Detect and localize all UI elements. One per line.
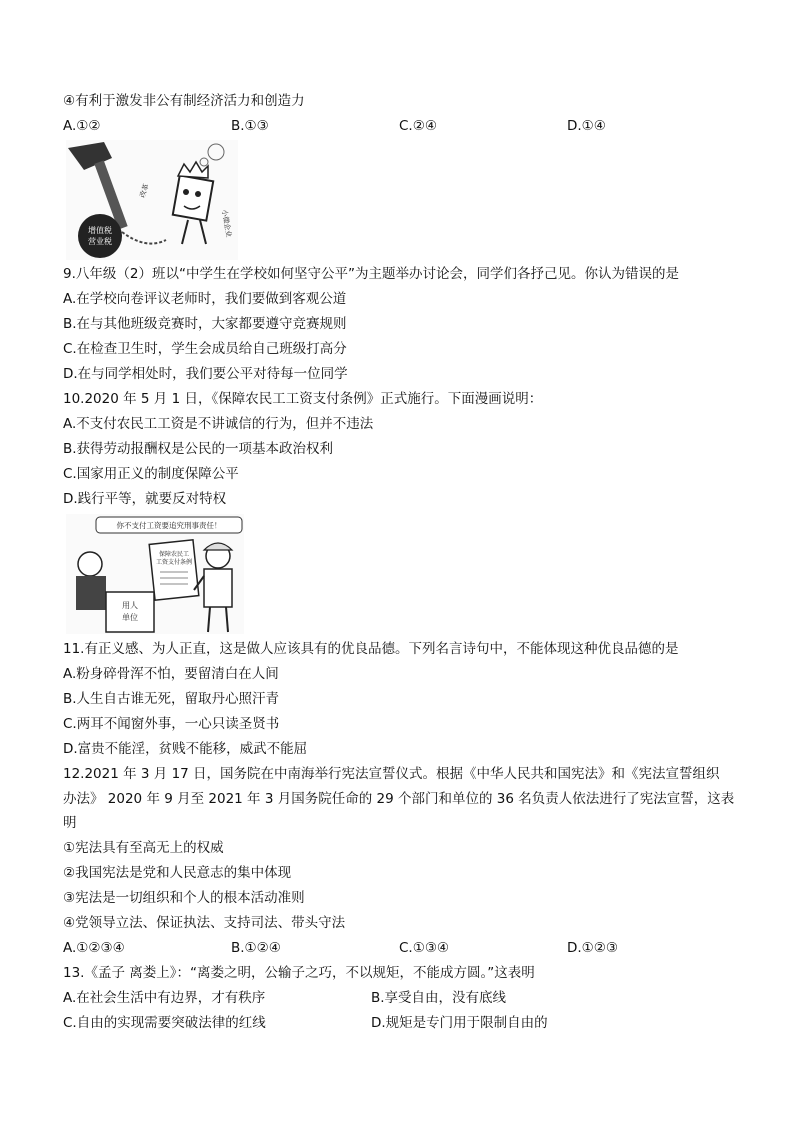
q12-item-2: ②我国宪法是党和人民意志的集中体现	[63, 865, 292, 881]
tax-reform-cartoon	[66, 140, 238, 260]
label-reform: 改革	[138, 182, 151, 199]
q9-option-d: D.在与同学相处时，我们要公平对待每一位同学	[63, 366, 348, 382]
q12-stem-line1: 12.2021 年 3 月 17 日，国务院在中南海举行宪法宣誓仪式。根据《中华人民共和国宪法》和《宪法宣誓组织	[63, 766, 720, 782]
q11-option-d: D.富贵不能淫，贫贱不能移，威武不能屈	[63, 741, 308, 757]
regulation-document	[149, 540, 199, 600]
q9-stem: 9.八年级（2）班以“中学生在学校如何坚守公平”为主题举办讨论会，同学们各抒己见。你认为错误的是	[63, 266, 679, 282]
q10-option-b: B.获得劳动报酬权是公民的一项基本政治权利	[63, 441, 334, 457]
crown-icon	[178, 162, 208, 178]
q9-option-a: A.在学校向卷评议老师时，我们要做到客观公道	[63, 291, 347, 307]
worker-body	[204, 569, 232, 607]
hammer-head-icon	[78, 214, 122, 258]
q8-option-d: D.①④	[567, 118, 606, 134]
q12-item-3: ③宪法是一切组织和个人的根本活动准则	[63, 890, 305, 906]
q12-option-a: A.①②③④	[63, 940, 125, 956]
q11-option-b: B.人生自古谁无死，留取丹心照汗青	[63, 691, 280, 707]
q13-option-a: A.在社会生活中有边界，才有秩序	[63, 990, 266, 1006]
wage-payment-cartoon	[66, 514, 244, 634]
document-title: 保障农民工	[158, 551, 190, 558]
q11-option-a: A.粉身碎骨浑不怕，要留清白在人间	[63, 666, 279, 682]
q12-stem-line3: 明	[63, 815, 77, 831]
desk-shape	[106, 592, 154, 632]
bubble-text: 你不支付工资要追究刑事责任！	[116, 521, 222, 530]
small-business-figure	[173, 175, 213, 220]
q8-option-a: A.①②	[63, 118, 101, 134]
hammer-text-bottom: 营业税	[88, 237, 112, 246]
q9-option-b: B.在与其他班级竞赛时，大家都要遵守竞赛规则	[63, 316, 347, 332]
q10-option-c: C.国家用正义的制度保障公平	[63, 466, 239, 482]
q12-option-b: B.①②④	[231, 940, 281, 956]
q8-option-b: B.①③	[231, 118, 269, 134]
q10-option-d: D.践行平等，就要反对特权	[63, 491, 227, 507]
q11-option-c: C.两耳不闻窗外事，一心只读圣贤书	[63, 716, 280, 732]
desk-label-bottom: 单位	[122, 613, 138, 622]
q8-option-c: C.②④	[399, 118, 437, 134]
desk-label-top: 用人	[122, 601, 138, 610]
q13-option-d: D.规矩是专门用于限制自由的	[371, 1015, 548, 1031]
employer-body	[76, 576, 106, 610]
q9-option-c: C.在检查卫生时，学生会成员给自己班级打高分	[63, 341, 347, 357]
q13-stem: 13.《孟子 离娄上》：“离娄之明，公输子之巧，不以规矩，不能成方圆。”这表明	[63, 965, 535, 981]
hammer-text-top: 增值税	[88, 226, 112, 235]
q10-stem: 10.2020 年 5 月 1 日，《保障农民工工资支付条例》正式施行。下面漫画说明：	[63, 391, 543, 407]
q13-option-b: B.享受自由，没有底线	[371, 990, 507, 1006]
q10-option-a: A.不支付农民工工资是不讲诚信的行为，但并不违法	[63, 416, 374, 432]
q12-stem-line2: 办法》 2020 年 9 月至 2021 年 3 月国务院任命的 29 个部门和单位的 36 名负责人依法进行了宪法宣誓，这表	[63, 791, 735, 807]
hard-hat-icon	[204, 543, 232, 550]
q12-item-4: ④党领导立法、保证执法、支持司法、带头守法	[63, 915, 346, 931]
employer-head	[78, 552, 102, 576]
label-small-business: 小微企业	[220, 208, 233, 238]
chain-shape	[122, 232, 166, 244]
q12-item-1: ①宪法具有至高无上的权威	[63, 840, 224, 856]
q12-option-c: C.①③④	[399, 940, 450, 956]
q13-option-c: C.自由的实现需要突破法律的红线	[63, 1015, 266, 1031]
q8-item-4: ④有利于激发非公有制经济活力和创造力	[63, 93, 305, 109]
q12-option-d: D.①②③	[567, 940, 618, 956]
q11-stem: 11.有正义感、为人正直，这是做人应该具有的优良品德。下列名言诗句中，不能体现这种优良品德的是	[63, 641, 679, 657]
svg-text:工资支付条例: 工资支付条例	[155, 559, 193, 566]
